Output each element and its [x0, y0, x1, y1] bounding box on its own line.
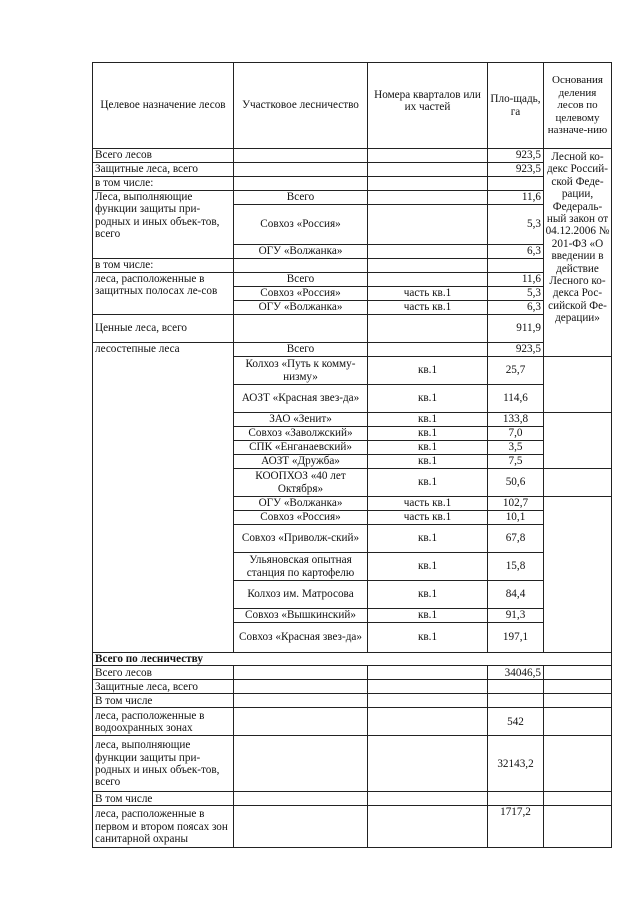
total-forests-area: 34046,5: [488, 666, 544, 680]
quarters-cell: кв.1: [368, 385, 488, 413]
basis-text: Лесной ко-декс Россий-ской Феде-рации, Федераль-ный закон от 04.12.2006 № 201-ФЗ «О введении в действие Лесного ко-декса Рос-сийской Фе-дерации»: [544, 149, 612, 357]
belts-label: леса, расположенные в защитных полосах ле-сов: [93, 273, 234, 315]
steppe-forests-label: лесостепные леса: [93, 343, 234, 653]
table-header-row: [93, 63, 612, 149]
functions-label: Леса, выполняющие функции защиты при-родных и иных объек-тов, всего: [93, 191, 234, 259]
quarters-cell: часть кв.1: [368, 511, 488, 525]
table-row: [93, 708, 612, 736]
area-cell: 7,0: [488, 427, 544, 441]
forestry-cell: АОЗТ «Красная звез-да»: [234, 385, 368, 413]
quarters-cell: кв.1: [368, 427, 488, 441]
forestry-cell: Ульяновская опытная станция по картофелю: [234, 553, 368, 581]
quarters-cell: кв.1: [368, 525, 488, 553]
area-cell: 11,6: [488, 191, 544, 205]
quarters-cell: кв.1: [368, 413, 488, 427]
table-row: [93, 694, 612, 708]
area-cell: 102,7: [488, 497, 544, 511]
sanitary-zone-area: 1717,2: [488, 806, 544, 848]
table-row: [93, 792, 612, 806]
valuable-forests-area: 911,9: [488, 315, 544, 343]
quarters-cell: часть кв.1: [368, 301, 488, 315]
including-label: В том числе: [93, 694, 234, 708]
functions-total-area: 32143,2: [488, 736, 544, 792]
forestry-cell: КООПХОЗ «40 лет Октября»: [234, 469, 368, 497]
table-row: [93, 273, 612, 287]
area-cell: 10,1: [488, 511, 544, 525]
header-basis: Основания деления лесов по целевому назначе-нию: [544, 63, 612, 149]
area-cell: 114,6: [488, 385, 544, 413]
table-row: [93, 191, 612, 205]
forestry-cell: АОЗТ «Дружба»: [234, 455, 368, 469]
area-cell: 133,8: [488, 413, 544, 427]
section-title-row: [93, 653, 612, 666]
area-cell: 91,3: [488, 609, 544, 623]
forestry-cell: ЗАО «Зенит»: [234, 413, 368, 427]
header-purpose: Целевое назначение лесов: [93, 63, 234, 149]
quarters-cell: кв.1: [368, 553, 488, 581]
forestry-cell: Всего: [234, 343, 368, 357]
header-quarters: Номера кварталов или их частей: [368, 63, 488, 149]
table-row: [93, 666, 612, 680]
area-cell: 15,8: [488, 553, 544, 581]
protective-forests-label: Защитные леса, всего: [93, 163, 234, 177]
header-forestry: Участковое лесничество: [234, 63, 368, 149]
protective-forests-area: 923,5: [488, 163, 544, 177]
forestry-cell: Совхоз «Россия»: [234, 287, 368, 301]
total-forests-area: 923,5: [488, 149, 544, 163]
forestry-cell: Совхоз «Красная звез-да»: [234, 623, 368, 653]
quarters-cell: [368, 343, 488, 357]
forestry-cell: Совхоз «Вышкинский»: [234, 609, 368, 623]
area-cell: 5,3: [488, 205, 544, 245]
forestry-cell: Колхоз «Путь к комму-низму»: [234, 357, 368, 385]
forestry-cell: Совхоз «Заволжский»: [234, 427, 368, 441]
quarters-cell: кв.1: [368, 455, 488, 469]
area-cell: 5,3: [488, 287, 544, 301]
quarters-cell: кв.1: [368, 581, 488, 609]
quarters-cell: часть кв.1: [368, 287, 488, 301]
forest-purpose-table: [92, 62, 612, 848]
area-cell: 923,5: [488, 343, 544, 357]
total-forests-label: Всего лесов: [93, 149, 234, 163]
quarters-cell: кв.1: [368, 357, 488, 385]
area-cell: 6,3: [488, 245, 544, 259]
including-label: В том числе: [93, 792, 234, 806]
forestry-cell: Всего: [234, 191, 368, 205]
quarters-cell: часть кв.1: [368, 497, 488, 511]
area-cell: 197,1: [488, 623, 544, 653]
table-row: [93, 149, 612, 163]
area-cell: 11,6: [488, 273, 544, 287]
forestry-cell: ОГУ «Волжанка»: [234, 245, 368, 259]
sanitary-zone-label: леса, расположенные в первом и втором поясах зон санитарной охраны: [93, 806, 234, 848]
forestry-cell: ОГУ «Волжанка»: [234, 301, 368, 315]
forestry-cell: СПК «Енганаевский»: [234, 441, 368, 455]
valuable-forests-label: Ценные леса, всего: [93, 315, 234, 343]
including-label: в том числе:: [93, 177, 234, 191]
total-forests-label: Всего лесов: [93, 666, 234, 680]
including-label: в том числе:: [93, 259, 234, 273]
forestry-cell: Колхоз им. Матросова: [234, 581, 368, 609]
area-cell: 25,7: [488, 357, 544, 385]
quarters-cell: [368, 273, 488, 287]
forestry-cell: Совхоз «Приволж-ский»: [234, 525, 368, 553]
protective-forests-label: Защитные леса, всего: [93, 680, 234, 694]
protective-forests-area: [488, 680, 544, 694]
area-cell: 50,6: [488, 469, 544, 497]
header-area: Пло-щадь, га: [488, 63, 544, 149]
quarters-cell: кв.1: [368, 441, 488, 455]
forestry-total-title: Всего по лесничеству: [93, 653, 612, 666]
forestry-cell: Совхоз «Россия»: [234, 205, 368, 245]
water-zone-area: 542: [488, 708, 544, 736]
table-row: [93, 680, 612, 694]
table-row: [93, 315, 612, 343]
table-row: [93, 163, 612, 177]
water-zone-label: леса, расположенные в водоохранных зонах: [93, 708, 234, 736]
area-cell: 3,5: [488, 441, 544, 455]
forestry-cell: Всего: [234, 273, 368, 287]
table-row: [93, 736, 612, 792]
table-row: [93, 806, 612, 848]
table-row: [93, 177, 612, 191]
area-cell: 6,3: [488, 301, 544, 315]
forestry-cell: ОГУ «Волжанка»: [234, 497, 368, 511]
quarters-cell: кв.1: [368, 623, 488, 653]
quarters-cell: кв.1: [368, 609, 488, 623]
area-cell: 84,4: [488, 581, 544, 609]
functions-total-label: леса, выполняющие функции защиты при-родных и иных объек-тов, всего: [93, 736, 234, 792]
quarters-cell: кв.1: [368, 469, 488, 497]
area-cell: 67,8: [488, 525, 544, 553]
forestry-cell: Совхоз «Россия»: [234, 511, 368, 525]
table-row: [93, 259, 612, 273]
table-row: [93, 343, 612, 357]
area-cell: 7,5: [488, 455, 544, 469]
